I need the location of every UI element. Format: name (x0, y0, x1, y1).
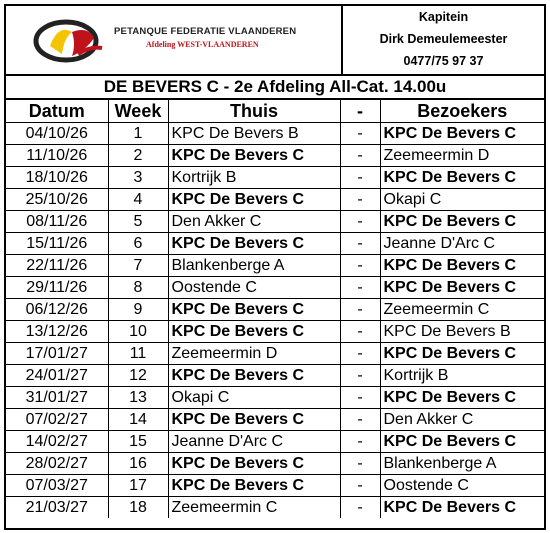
column-header-week: Week (108, 100, 168, 123)
cell-home-team: KPC De Bevers C (168, 409, 340, 431)
cell-away-team: KPC De Bevers C (380, 387, 544, 409)
cell-week: 2 (108, 145, 168, 167)
cell-away-team: KPC De Bevers C (380, 123, 544, 145)
table-row (6, 431, 544, 453)
cell-away-team: Zeemeermin D (380, 145, 544, 167)
captain-phone: 0477/75 97 37 (403, 54, 484, 68)
cell-date: 24/01/27 (6, 365, 108, 387)
table-row (6, 189, 544, 211)
cell-week: 1 (108, 123, 168, 145)
captain-name: Dirk Demeulemeester (379, 32, 508, 46)
cell-separator: - (340, 365, 380, 387)
cell-date: 29/11/26 (6, 277, 108, 299)
cell-separator: - (340, 387, 380, 409)
cell-home-team: Zeemeermin D (168, 343, 340, 365)
cell-separator: - (340, 123, 380, 145)
cell-away-team: Den Akker C (380, 409, 544, 431)
cell-away-team: KPC De Bevers C (380, 277, 544, 299)
column-header-home: Thuis (168, 100, 340, 123)
cell-away-team: Okapi C (380, 189, 544, 211)
cell-date: 15/11/26 (6, 233, 108, 255)
column-header-date: Datum (6, 100, 108, 123)
cell-away-team: KPC De Bevers B (380, 321, 544, 343)
cell-separator: - (340, 431, 380, 453)
cell-home-team: KPC De Bevers C (168, 189, 340, 211)
cell-away-team: Blankenberge A (380, 453, 544, 475)
table-row (6, 299, 544, 321)
federation-logo (6, 6, 343, 74)
cell-separator: - (340, 211, 380, 233)
table-row (6, 211, 544, 233)
cell-separator: - (340, 453, 380, 475)
cell-date: 28/02/27 (6, 453, 108, 475)
cell-week: 17 (108, 475, 168, 497)
cell-date: 17/01/27 (6, 343, 108, 365)
cell-week: 16 (108, 453, 168, 475)
cell-separator: - (340, 409, 380, 431)
table-row (6, 255, 544, 277)
cell-away-team: KPC De Bevers C (380, 497, 544, 519)
cell-week: 18 (108, 497, 168, 519)
cell-date: 14/02/27 (6, 431, 108, 453)
cell-date: 31/01/27 (6, 387, 108, 409)
cell-home-team: Kortrijk B (168, 167, 340, 189)
cell-away-team: KPC De Bevers C (380, 255, 544, 277)
cell-separator: - (340, 321, 380, 343)
cell-week: 12 (108, 365, 168, 387)
cell-week: 10 (108, 321, 168, 343)
cell-week: 7 (108, 255, 168, 277)
table-row (6, 497, 544, 519)
cell-separator: - (340, 475, 380, 497)
cell-date: 07/03/27 (6, 475, 108, 497)
table-row (6, 409, 544, 431)
cell-week: 6 (108, 233, 168, 255)
cell-home-team: KPC De Bevers C (168, 299, 340, 321)
cell-home-team: KPC De Bevers C (168, 233, 340, 255)
table-row (6, 387, 544, 409)
cell-separator: - (340, 277, 380, 299)
cell-home-team: Blankenberge A (168, 255, 340, 277)
cell-away-team: KPC De Bevers C (380, 167, 544, 189)
table-row (6, 475, 544, 497)
cell-date: 06/12/26 (6, 299, 108, 321)
cell-week: 13 (108, 387, 168, 409)
cell-separator: - (340, 299, 380, 321)
cell-week: 4 (108, 189, 168, 211)
table-row (6, 145, 544, 167)
cell-home-team: Okapi C (168, 387, 340, 409)
column-header-separator: - (340, 100, 380, 123)
logo-line-1: PETANQUE FEDERATIE VLAANDEREN (114, 26, 297, 37)
cell-week: 14 (108, 409, 168, 431)
table-row (6, 167, 544, 189)
schedule-title: DE BEVERS C - 2e Afdeling All-Cat. 14.00u (6, 76, 544, 100)
cell-home-team: KPC De Bevers C (168, 475, 340, 497)
cell-separator: - (340, 167, 380, 189)
table-row (6, 321, 544, 343)
cell-home-team: KPC De Bevers B (168, 123, 340, 145)
cell-date: 22/11/26 (6, 255, 108, 277)
cell-away-team: Oostende C (380, 475, 544, 497)
header (6, 6, 544, 76)
table-row (6, 123, 544, 145)
cell-date: 25/10/26 (6, 189, 108, 211)
cell-home-team: KPC De Bevers C (168, 453, 340, 475)
cell-away-team: KPC De Bevers C (380, 431, 544, 453)
table-row (6, 365, 544, 387)
column-header-away: Bezoekers (380, 100, 544, 123)
logo-line-2: Afdeling WEST-VLAANDEREN (146, 40, 259, 49)
cell-date: 11/10/26 (6, 145, 108, 167)
cell-home-team: Oostende C (168, 277, 340, 299)
cell-separator: - (340, 233, 380, 255)
cell-week: 5 (108, 211, 168, 233)
cell-week: 9 (108, 299, 168, 321)
cell-week: 15 (108, 431, 168, 453)
cell-home-team: KPC De Bevers C (168, 321, 340, 343)
cell-week: 8 (108, 277, 168, 299)
cell-week: 11 (108, 343, 168, 365)
cell-date: 21/03/27 (6, 497, 108, 519)
cell-separator: - (340, 189, 380, 211)
table-row (6, 277, 544, 299)
cell-away-team: Jeanne D'Arc C (380, 233, 544, 255)
cell-home-team: Zeemeermin C (168, 497, 340, 519)
table-header-row (6, 100, 544, 123)
cell-away-team: KPC De Bevers C (380, 211, 544, 233)
petanque-logo-icon (28, 16, 118, 66)
schedule-sheet (4, 4, 546, 530)
cell-date: 18/10/26 (6, 167, 108, 189)
cell-separator: - (340, 343, 380, 365)
cell-week: 3 (108, 167, 168, 189)
table-row (6, 233, 544, 255)
cell-separator: - (340, 145, 380, 167)
table-row (6, 453, 544, 475)
cell-home-team: KPC De Bevers C (168, 365, 340, 387)
schedule-table (6, 100, 544, 518)
cell-separator: - (340, 255, 380, 277)
cell-date: 13/12/26 (6, 321, 108, 343)
captain-label: Kapitein (418, 10, 469, 24)
cell-date: 07/02/27 (6, 409, 108, 431)
cell-date: 04/10/26 (6, 123, 108, 145)
cell-separator: - (340, 497, 380, 519)
cell-home-team: Jeanne D'Arc C (168, 431, 340, 453)
cell-home-team: KPC De Bevers C (168, 145, 340, 167)
cell-date: 08/11/26 (6, 211, 108, 233)
cell-home-team: Den Akker C (168, 211, 340, 233)
table-row (6, 343, 544, 365)
cell-away-team: KPC De Bevers C (380, 343, 544, 365)
cell-away-team: Kortrijk B (380, 365, 544, 387)
captain-info (343, 6, 544, 74)
cell-away-team: Zeemeermin C (380, 299, 544, 321)
